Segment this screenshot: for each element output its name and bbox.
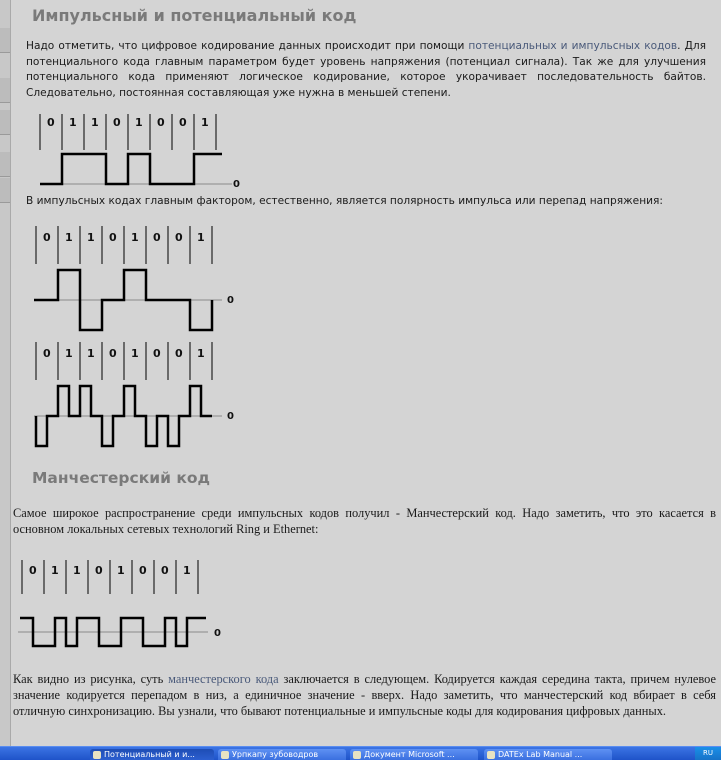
taskbar-button-label: Потенциальный и и... [104,750,195,759]
bit-ticks [40,114,216,150]
manchester-intro-paragraph: Самое широкое распространение среди импульсных кодов получил - Манчестерский код. Надо заметить, что это касается в основном локальных сетевых технологий Ring и Ethernet: [13,506,716,536]
zero-label: 0 [227,411,234,422]
taskbar-button-manual[interactable] [484,749,612,760]
bit-label: 0 [109,347,117,360]
taskbar [0,746,721,760]
codes-link[interactable]: потенциальных и импульсных кодов [468,40,678,52]
potential-code-diagram [36,110,246,190]
bipolar-pulse-diagram [32,226,242,336]
document-icon [353,751,361,759]
pulse-paragraph: В импульсных кодах главным фактором, естественно, является полярность импульса или перепад напряжения: [26,195,663,207]
zero-label: 0 [227,295,234,306]
bit-label: 1 [87,347,95,360]
bit-label: 1 [69,116,77,129]
bit-label: 0 [161,564,169,577]
taskbar-button-word[interactable] [350,749,478,760]
language-indicator[interactable]: RU [695,747,721,760]
bit-label: 1 [51,564,59,577]
taskbar-button-label: DATEх Lab Manual ... [498,750,583,759]
bit-label: 1 [117,564,125,577]
bit-label: 1 [65,231,73,244]
taskbar-button-window[interactable] [218,749,346,760]
bit-label: 0 [179,116,187,129]
bit-label: 1 [183,564,191,577]
bit-label: 0 [43,347,51,360]
bit-label: 0 [29,564,37,577]
bit-label: 0 [109,231,117,244]
bit-label: 0 [153,231,161,244]
bit-label: 1 [91,116,99,129]
bit-label: 0 [175,347,183,360]
zero-label: 0 [233,179,240,190]
bit-ticks [22,560,198,594]
manchester-code-diagram [18,558,228,658]
potential-signal [40,154,222,184]
bit-label: 1 [197,231,205,244]
bit-label: 0 [113,116,121,129]
bit-label: 1 [87,231,95,244]
manchester-summary-paragraph [13,671,716,719]
intro-text-end: . Для потенциального кода главным параметром будет уровень напряжения (потенциал сигнала). Так же для улучшения потенциального кода применяют логическое кодирование, которое укорачивает последовательность байтов. Следовательно, постоянная составляющая уже нужна в меньшей степени. [26,40,707,99]
summary-text-end: заключается в следующем. Кодируется каждая середина такта, причем нулевое значение кодируется перепадом в низ, а единичное значение - вверх. Надо заметить, что манчестерский код вбирает в себя отличную синхронизацию. Вы узнали, что бывают потенциальные и импульсные коды для кодирования цифровых данных. [13,672,716,718]
section-title-manchester: Манчестерский код [32,469,211,487]
bit-label: 0 [139,564,147,577]
taskbar-button-browser[interactable] [90,749,214,760]
window-icon [221,751,229,759]
bit-ticks [36,226,212,264]
zero-label: 0 [214,628,221,639]
bit-label: 0 [153,347,161,360]
bit-label: 0 [43,231,51,244]
bit-label: 1 [197,347,205,360]
bit-label: 0 [95,564,103,577]
bit-label: 0 [157,116,165,129]
intro-text-start: Надо отметить, что цифровое кодирование данных происходит при помощи [26,40,469,52]
bit-label: 1 [131,347,139,360]
bit-label: 1 [131,231,139,244]
taskbar-button-label: Урпкапу зубоводров [232,750,319,759]
bit-label: 1 [201,116,209,129]
bit-label: 0 [175,231,183,244]
summary-text-start: Как видно из рисунка, суть [13,672,169,686]
taskbar-button-label: Документ Microsoft ... [364,750,455,759]
bit-label: 1 [65,347,73,360]
document-icon [487,751,495,759]
rz-pulse-diagram [32,342,242,452]
manchester-code-link[interactable]: манчестерского кода [168,672,279,686]
bit-ticks [36,342,212,380]
bit-label: 0 [47,116,55,129]
bit-label: 1 [135,116,143,129]
intro-paragraph [26,39,706,101]
bit-label: 1 [73,564,81,577]
window-icon [93,751,101,759]
section-title-pulse-potential: Импульсный и потенциальный код [32,6,357,25]
